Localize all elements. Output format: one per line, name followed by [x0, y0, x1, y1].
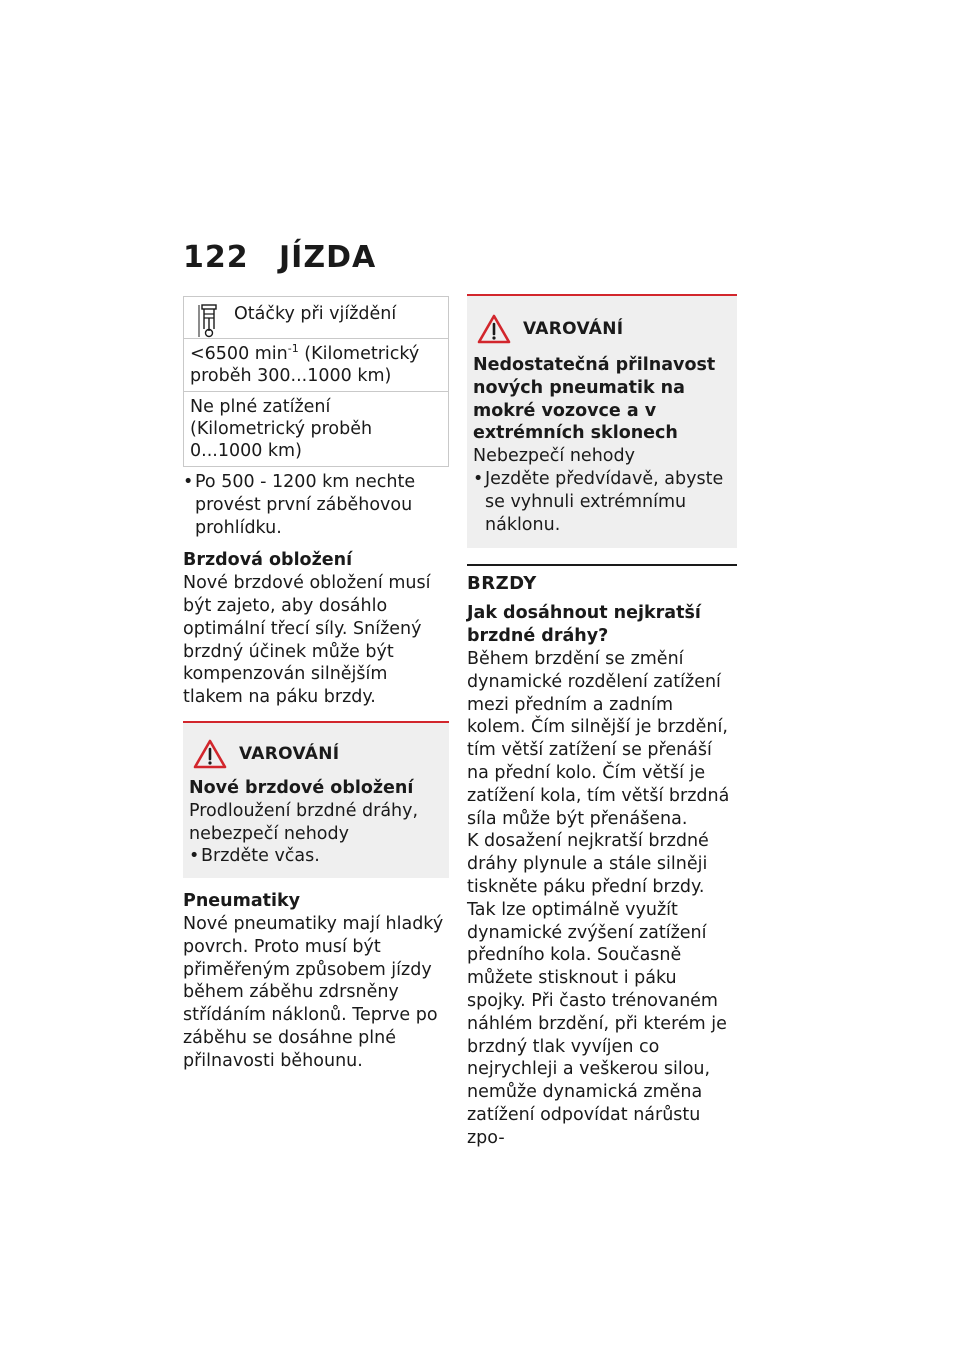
- brake-lining-text: Nové brzdové obložení musí být zajeto, aby dosáhlo optimální třecí síly. Snížený brzdný účinek může být kompenzován silnějším tlakem na páku brzdy.: [183, 573, 431, 708]
- bullet-dot: •: [189, 846, 200, 867]
- left-column: [183, 296, 449, 1073]
- question-heading: Jak dosáhnout nejkratší brzdné dráhy?: [467, 603, 701, 647]
- list-item: • Jezděte předvídavě, abyste se vyhnuli extrémnímu náklonu.: [473, 468, 724, 535]
- chapter-title: JÍZDA: [279, 240, 377, 275]
- warning-box: [467, 294, 737, 548]
- page-number: 122: [183, 240, 249, 275]
- table-row: Ne plné zatížení (Kilometrický proběh 0...1000 km): [190, 397, 373, 461]
- warning-label: VAROVÁNÍ: [523, 319, 624, 339]
- warning-text: Prodloužení brzdné dráhy, nebezpečí nehody: [189, 800, 419, 844]
- table-row: <6500 $\min^{-1}$ (Kilometrický proběh 300...1000 km): [184, 339, 448, 392]
- tires-text: Nové pneumatiky mají hladký povrch. Proto musí být přiměřeným způsobem jízdy během záběhu zdrsněny střídáním náklonů. Teprve po záběhu se dosáhne plné přilnavosti běhounu.: [183, 913, 444, 1071]
- bullet-dot: •: [183, 472, 194, 492]
- engine-icon: [198, 303, 220, 339]
- paragraph: K dosažení nejkratší brzdné dráhy plynule a stále silněji tiskněte páku přední brzdy. Tak lze optimálně využít dynamické zvýšení zatížení předního kola. Současně můžete stisknout i páku spojky. Při často trénovaném náhlém brzdění, při kterém je brzdný tlak vyvíjen co nejrychleji a veškerou silou, nemůže dynamická změna zatížení odpovídat nárůstu zpo-: [467, 831, 727, 1148]
- section-divider: [467, 564, 737, 596]
- list-item: • Brzděte včas.: [189, 846, 320, 867]
- right-column: [467, 294, 737, 1150]
- break-in-table: [183, 296, 449, 467]
- warning-header: [473, 314, 731, 344]
- section-title: BRZDY: [467, 573, 537, 595]
- warning-box: [183, 721, 449, 878]
- paragraph: Během brzdění se změní dynamické rozdělení zatížení mezi předním a zadním kolem. Čím silnější je brzdění, tím větší zatížení se přenáší na přední kolo. Čím větší je zatížení kola, tím větší brzdná síla může být přenášena.: [467, 648, 730, 829]
- warning-icon: [477, 314, 511, 344]
- warning-label: VAROVÁNÍ: [239, 743, 340, 764]
- table-header: [184, 297, 448, 339]
- warning-header: [189, 739, 443, 769]
- warning-icon: [193, 739, 227, 769]
- bullet-dot: •: [473, 468, 484, 489]
- brake-lining-heading: Brzdová obložení: [183, 550, 353, 571]
- warning-title: Nové brzdové obložení: [189, 777, 414, 798]
- warning-text: Nebezpečí nehody: [473, 446, 635, 467]
- warning-title: Nedostatečná přilnavost nových pneumatik na mokré vozovce a v extrémních sklonech: [473, 355, 716, 444]
- list-item: • Po 500 - 1200 km nechte provést první záběhovou prohlídku.: [183, 472, 416, 538]
- tires-heading: Pneumatiky: [183, 891, 301, 912]
- table-header-label: Otáčky při vjíždění: [234, 304, 397, 324]
